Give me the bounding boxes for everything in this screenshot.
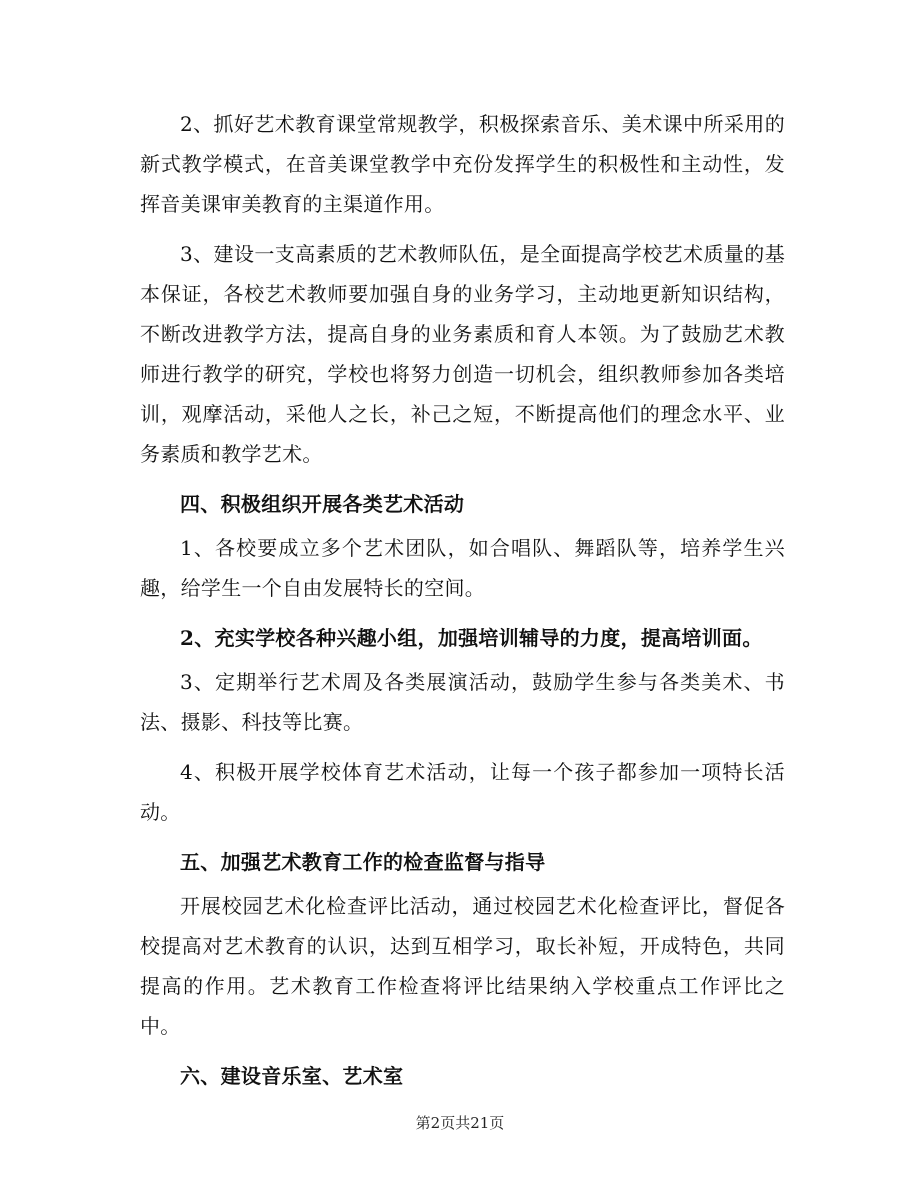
paragraph-sports-art: 4、积极开展学校体育艺术活动，让每一个孩子都参加一项特长活动。 — [140, 760, 785, 824]
paragraph-inspection: 开展校园艺术化检查评比活动，通过校园艺术化检查评比，督促各校提高对艺术教育的认识，达到互相学习，取长补短，开成特色，共同提高的作用。艺术教育工作检查将评比结果纳入学校重点工作评比之中。 — [140, 894, 785, 1038]
paragraph-teacher-team: 3、建设一支高素质的艺术教师队伍，是全面提高学校艺术质量的基本保证，各校艺术教师要加强自身的业务学习，主动地更新知识结构，不断改进教学方法，提高自身的业务素质和育人本领。为了鼓励艺术教师进行教学的研究，学校也将努力创造一切机会，组织教师参加各类培训，观摩活动，采他人之长，补己之短，不断提高他们的理念水平、业务素质和教学艺术。 — [140, 242, 785, 466]
paragraph-art-week: 3、定期举行艺术周及各类展演活动，鼓励学生参与各类美术、书法、摄影、科技等比赛。 — [140, 670, 785, 734]
document-body — [140, 104, 785, 1106]
section-heading-six: 六、建设音乐室、艺术室 — [180, 1064, 404, 1088]
section-heading-five: 五、加强艺术教育工作的检查监督与指导 — [180, 850, 546, 874]
paragraph-interest-groups: 2、充实学校各种兴趣小组，加强培训辅导的力度，提高培训面。 — [180, 626, 763, 650]
section-heading-four: 四、积极组织开展各类艺术活动 — [180, 492, 465, 516]
paragraph-art-teams: 1、各校要成立多个艺术团队，如合唱队、舞蹈队等，培养学生兴趣，给学生一个自由发展特长的空间。 — [140, 536, 785, 600]
page-number: 第2页共21页 — [415, 1114, 505, 1132]
paragraph-arts-classroom: 2、抓好艺术教育课堂常规教学，积极探索音乐、美术课中所采用的新式教学模式，在音美课堂教学中充份发挥学生的积极性和主动性，发挥音美课审美教育的主渠道作用。 — [140, 112, 785, 216]
